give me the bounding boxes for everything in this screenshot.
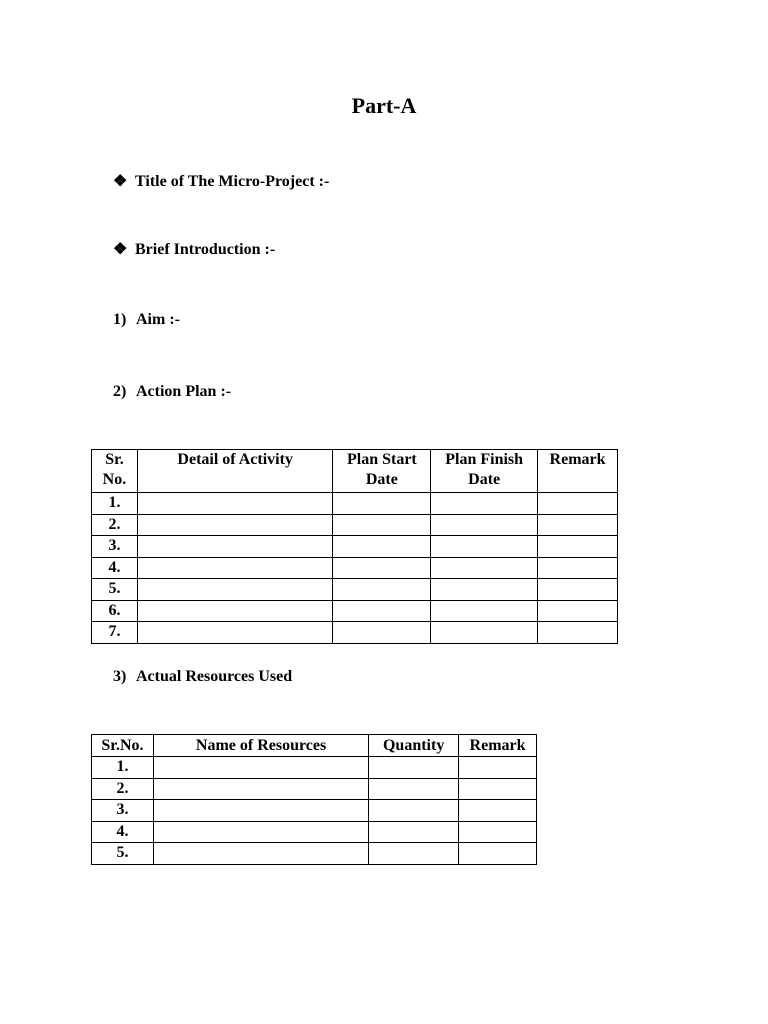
diamond-bullet-icon: ❖ xyxy=(113,241,128,258)
activity-cell[interactable] xyxy=(137,557,333,579)
title-of-project-label: Title of The Micro-Project :- xyxy=(135,173,330,190)
table-row xyxy=(92,536,618,558)
start-date-cell[interactable] xyxy=(333,579,431,601)
col-plan-finish-date: Plan Finish Date xyxy=(431,450,538,493)
row-number: 1. xyxy=(92,757,154,779)
actual-resources-number: 3) xyxy=(113,668,127,685)
table-row xyxy=(92,579,618,601)
finish-date-cell[interactable] xyxy=(431,600,538,622)
action-plan-line xyxy=(113,383,231,401)
activity-cell[interactable] xyxy=(137,493,333,515)
quantity-cell[interactable] xyxy=(369,757,459,779)
remark-cell[interactable] xyxy=(538,622,618,644)
finish-date-cell[interactable] xyxy=(431,579,538,601)
diamond-bullet-icon: ❖ xyxy=(113,173,128,190)
brief-introduction-label: Brief Introduction :- xyxy=(135,241,276,258)
row-number: 4. xyxy=(92,821,154,843)
remark-cell[interactable] xyxy=(459,843,537,865)
resources-table xyxy=(91,734,537,865)
resource-name-cell[interactable] xyxy=(153,757,368,779)
activity-cell[interactable] xyxy=(137,622,333,644)
table-row xyxy=(92,843,537,865)
col-sr-no: Sr.No. xyxy=(92,735,154,757)
row-number: 5. xyxy=(92,843,154,865)
remark-cell[interactable] xyxy=(459,757,537,779)
row-number: 5. xyxy=(92,579,138,601)
table-row xyxy=(92,821,537,843)
start-date-cell[interactable] xyxy=(333,557,431,579)
finish-date-cell[interactable] xyxy=(431,557,538,579)
start-date-cell[interactable] xyxy=(333,536,431,558)
table-row xyxy=(92,557,618,579)
table-row xyxy=(92,514,618,536)
actual-resources-label: Actual Resources Used xyxy=(136,668,293,685)
table-header-row xyxy=(92,735,537,757)
row-number: 3. xyxy=(92,536,138,558)
start-date-cell[interactable] xyxy=(333,600,431,622)
quantity-cell[interactable] xyxy=(369,843,459,865)
row-number: 7. xyxy=(92,622,138,644)
row-number: 3. xyxy=(92,800,154,822)
table-row xyxy=(92,493,618,515)
quantity-cell[interactable] xyxy=(369,778,459,800)
activity-cell[interactable] xyxy=(137,514,333,536)
finish-date-cell[interactable] xyxy=(431,536,538,558)
table-row xyxy=(92,600,618,622)
action-plan-table xyxy=(91,449,618,644)
title-of-project-line xyxy=(113,171,329,191)
resource-name-cell[interactable] xyxy=(153,821,368,843)
start-date-cell[interactable] xyxy=(333,622,431,644)
col-remark: Remark xyxy=(459,735,537,757)
action-plan-number: 2) xyxy=(113,383,127,400)
table-row xyxy=(92,757,537,779)
aim-label: Aim :- xyxy=(136,311,180,328)
remark-cell[interactable] xyxy=(459,778,537,800)
quantity-cell[interactable] xyxy=(369,821,459,843)
aim-line xyxy=(113,311,180,329)
activity-cell[interactable] xyxy=(137,600,333,622)
col-sr-no: Sr. No. xyxy=(92,450,138,493)
table-row xyxy=(92,778,537,800)
start-date-cell[interactable] xyxy=(333,514,431,536)
resource-name-cell[interactable] xyxy=(153,800,368,822)
row-number: 6. xyxy=(92,600,138,622)
quantity-cell[interactable] xyxy=(369,800,459,822)
brief-introduction-line xyxy=(113,239,275,259)
page-title: Part-A xyxy=(351,93,417,118)
remark-cell[interactable] xyxy=(538,536,618,558)
col-remark: Remark xyxy=(538,450,618,493)
resource-name-cell[interactable] xyxy=(153,778,368,800)
row-number: 4. xyxy=(92,557,138,579)
resource-name-cell[interactable] xyxy=(153,843,368,865)
col-plan-start-date: Plan Start Date xyxy=(333,450,431,493)
remark-cell[interactable] xyxy=(538,514,618,536)
finish-date-cell[interactable] xyxy=(431,493,538,515)
table-row xyxy=(92,622,618,644)
start-date-cell[interactable] xyxy=(333,493,431,515)
remark-cell[interactable] xyxy=(538,557,618,579)
col-quantity: Quantity xyxy=(369,735,459,757)
remark-cell[interactable] xyxy=(459,800,537,822)
remark-cell[interactable] xyxy=(538,579,618,601)
action-plan-label: Action Plan :- xyxy=(136,383,232,400)
col-name-of-resources: Name of Resources xyxy=(153,735,368,757)
row-number: 2. xyxy=(92,514,138,536)
activity-cell[interactable] xyxy=(137,579,333,601)
remark-cell[interactable] xyxy=(538,493,618,515)
finish-date-cell[interactable] xyxy=(431,514,538,536)
aim-number: 1) xyxy=(113,311,127,328)
col-detail-of-activity: Detail of Activity xyxy=(137,450,333,493)
remark-cell[interactable] xyxy=(538,600,618,622)
table-row xyxy=(92,800,537,822)
row-number: 2. xyxy=(92,778,154,800)
finish-date-cell[interactable] xyxy=(431,622,538,644)
activity-cell[interactable] xyxy=(137,536,333,558)
row-number: 1. xyxy=(92,493,138,515)
remark-cell[interactable] xyxy=(459,821,537,843)
actual-resources-line xyxy=(113,668,292,686)
table-header-row xyxy=(92,450,618,493)
